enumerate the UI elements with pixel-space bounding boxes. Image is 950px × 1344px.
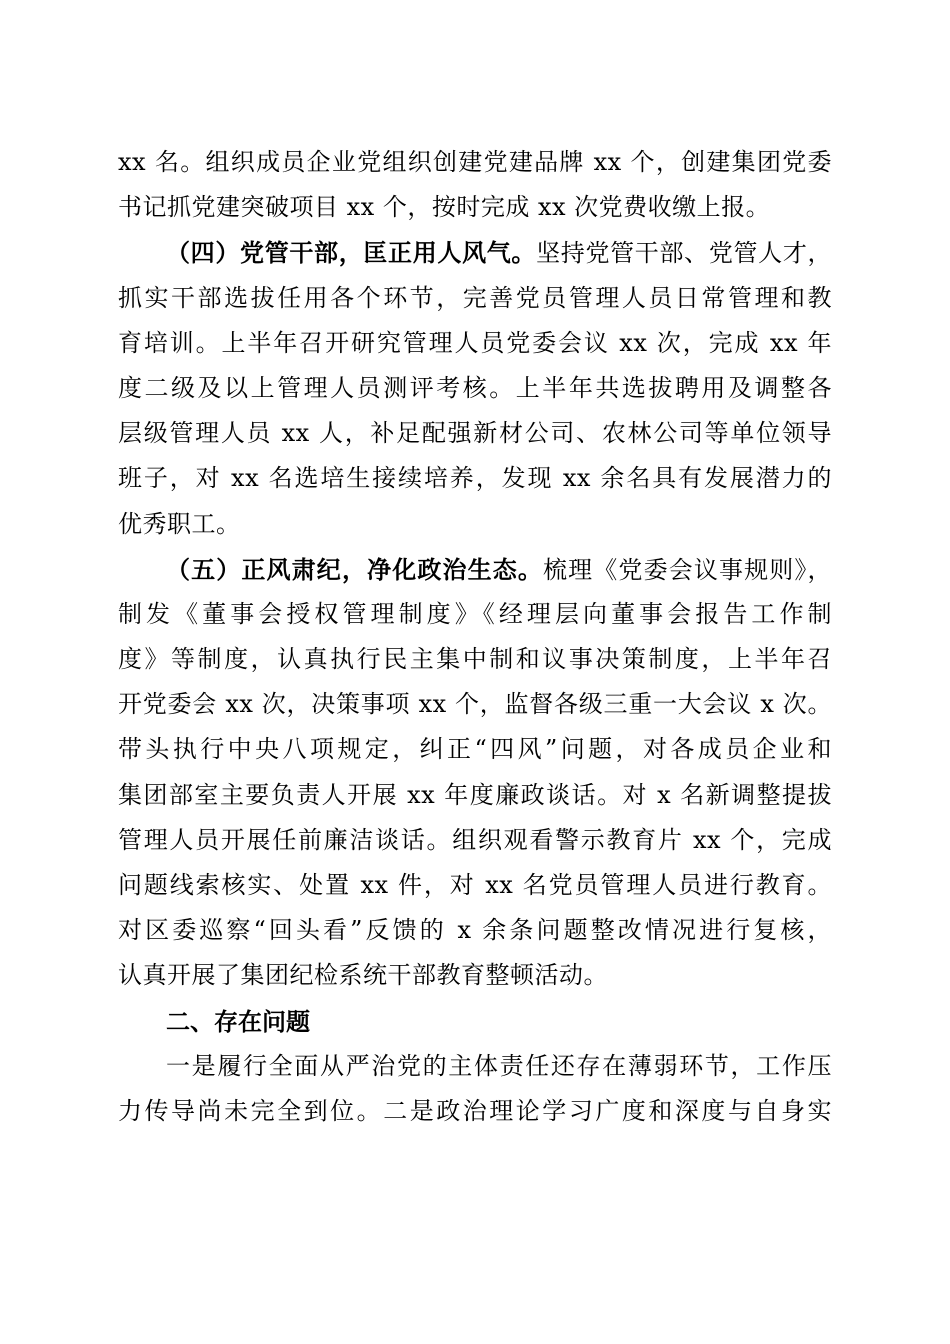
paragraph-line: 抓实干部选拔任用各个环节，完善党员管理人员日常管理和教 xyxy=(118,283,832,312)
section-4-paragraph xyxy=(118,230,832,546)
paragraph-line: 育培训。上半年召开研究管理人员党委会议 xx 次，完成 xx 年 xyxy=(118,328,832,357)
paragraph-line: 一是履行全面从严治党的主体责任还存在薄弱环节，工作压 xyxy=(166,1051,832,1080)
section-4-title: （四）党管干部，匡正用人风气。 xyxy=(166,238,537,268)
section-heading-problems: 二、存在问题 xyxy=(166,1006,310,1036)
paragraph-line: 管理人员开展任前廉洁谈话。组织观看警示教育片 xx 个，完成 xyxy=(118,825,832,854)
paragraph-line: 书记抓党建突破项目 xx 个，按时完成 xx 次党费收缴上报。 xyxy=(118,193,771,222)
paragraph-text: 坚持党管干部、党管人才， xyxy=(536,239,833,268)
paragraph-first-line xyxy=(118,230,832,275)
paragraph-line: 制发《董事会授权管理制度》《经理层向董事会报告工作制 xyxy=(118,599,832,628)
paragraph-text: 梳理《党委会议事规则》， xyxy=(543,555,833,584)
paragraph-line: 集团部室主要负责人开展 xx 年度廉政谈话。对 x 名新调整提拔 xyxy=(118,780,832,809)
paragraph-line: 认真开展了集团纪检系统干部教育整顿活动。 xyxy=(118,961,608,990)
paragraph-line: 层级管理人员 xx 人，补足配强新材公司、农林公司等单位领导 xyxy=(118,419,832,448)
paragraph-line: 对区委巡察“回头看”反馈的 x 余条问题整改情况进行复核， xyxy=(118,916,832,945)
problems-paragraph xyxy=(118,1044,832,1134)
paragraph-line: 班子，对 xx 名选培生接续培养，发现 xx 余名具有发展潜力的 xyxy=(118,464,832,493)
section-5-paragraph xyxy=(118,547,832,999)
paragraph-line: 力传导尚未完全到位。二是政治理论学习广度和深度与自身实 xyxy=(118,1096,832,1125)
paragraph-line: 优秀职工。 xyxy=(118,509,241,538)
paragraph-line: xx 名。组织成员企业党组织创建党建品牌 xx 个，创建集团党委 xyxy=(118,148,832,176)
intro-paragraph xyxy=(118,140,832,230)
paragraph-line: 度二级及以上管理人员测评考核。上半年共选拔聘用及调整各 xyxy=(118,373,832,402)
paragraph-first-line xyxy=(118,547,832,592)
section-5-title: （五）正风肃纪，净化政治生态。 xyxy=(166,554,544,584)
document-body xyxy=(118,140,832,1134)
paragraph-line: 问题线索核实、处置 xx 件，对 xx 名党员管理人员进行教育。 xyxy=(118,871,832,899)
paragraph-line: 开党委会 xx 次，决策事项 xx 个，监督各级三重一大会议 x 次。 xyxy=(118,690,832,719)
paragraph-line: 带头执行中央八项规定，纠正“四风”问题，对各成员企业和 xyxy=(118,735,832,764)
paragraph-line: 度》等制度，认真执行民主集中制和议事决策制度，上半年召 xyxy=(118,645,832,674)
